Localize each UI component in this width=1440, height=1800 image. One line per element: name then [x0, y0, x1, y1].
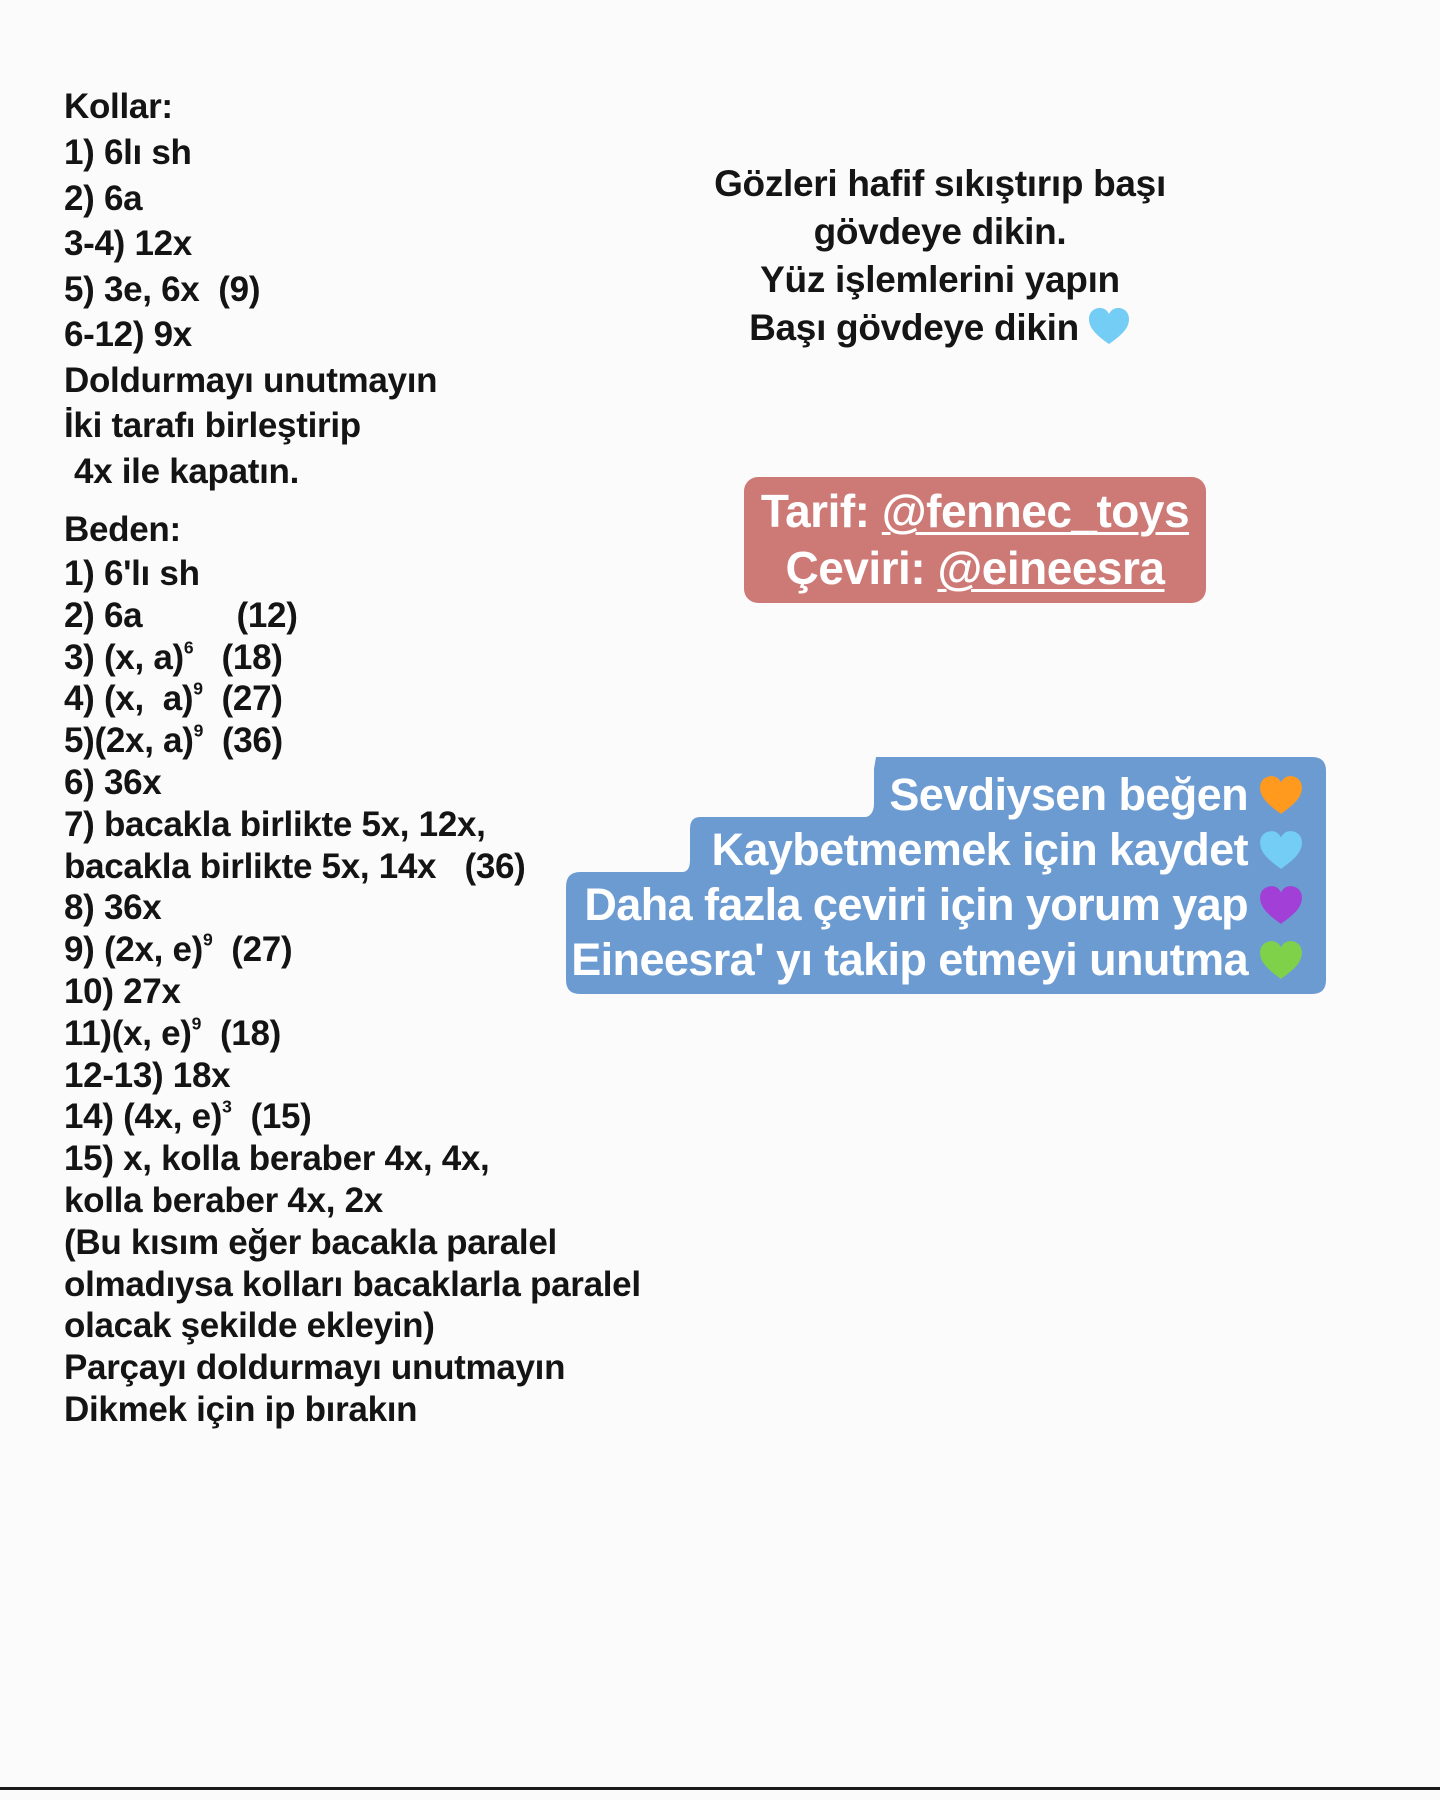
- beden-step: 6) 36x: [64, 762, 162, 802]
- translation-credit: Çeviri: @eineesra: [785, 542, 1165, 594]
- cta-comment: Daha fazla çeviri için yorum yap: [571, 877, 1304, 932]
- instruction-line: Gözleri hafif sıkıştırıp başı: [714, 163, 1166, 204]
- kollar-step: 3-4) 12x: [64, 224, 192, 263]
- beden-step: 12-13) 18x: [64, 1055, 231, 1095]
- kollar-section: [64, 84, 704, 494]
- beden-note: Parçayı doldurmayı unutmayın: [64, 1348, 566, 1388]
- beden-title: Beden:: [64, 510, 181, 549]
- beden-step: 9) (2x, e)$^9$ (27): [64, 929, 293, 970]
- beden-step: 2) 6a (12): [64, 595, 298, 635]
- cta-save: Kaybetmemek için kaydet: [571, 822, 1304, 877]
- instruction-line: gövdeye dikin.: [813, 211, 1067, 252]
- beden-step: 5)(2x, a)$^9$ (36): [64, 720, 283, 761]
- beden-note: (Bu kısım eğer bacakla paralel: [64, 1222, 557, 1262]
- kollar-steps: [64, 130, 704, 494]
- cta-like: Sevdiysen beğen: [571, 767, 1304, 822]
- kollar-title: Kollar:: [64, 87, 173, 126]
- recipe-credit: Tarif: @fennec_toys: [760, 485, 1190, 537]
- instruction-line: Yüz işlemlerini yapın: [760, 259, 1120, 300]
- light-blue-heart-icon: [1087, 306, 1131, 346]
- kollar-step: Doldurmayı unutmayın: [64, 360, 438, 400]
- beden-note: olacak şekilde ekleyin): [64, 1306, 435, 1346]
- beden-step: 1) 6'lı sh: [64, 554, 200, 593]
- kollar-step: İki tarafı birleştirip: [64, 406, 361, 445]
- kollar-step: 4x ile kapatın.: [74, 451, 300, 491]
- beden-step: 4) (x, a)$^9$ (27): [64, 678, 283, 719]
- assembly-instructions: [640, 160, 1240, 352]
- recipe-handle-link[interactable]: @fennec_toys: [881, 485, 1190, 537]
- beden-step: 11)(x, e)$^9$ (18): [64, 1013, 281, 1053]
- beden-note: Dikmek için ip bırakın: [64, 1389, 418, 1429]
- beden-step: bacakla birlikte 5x, 14x (36): [64, 846, 526, 886]
- purple-heart-icon: [1258, 884, 1304, 926]
- translation-handle-link[interactable]: @eineesra: [937, 542, 1165, 594]
- beden-step: 8) 36x: [64, 888, 162, 928]
- beden-step: 3) (x, a)$^6$ (18): [64, 636, 283, 677]
- beden-step: 10) 27x: [64, 971, 181, 1011]
- kollar-step: 6-12) 9x: [64, 315, 192, 354]
- credits-badge: [744, 477, 1206, 603]
- beden-note: olmadıysa kolları bacaklarla paralel: [64, 1264, 641, 1304]
- beden-step: 15) x, kolla beraber 4x, 4x,: [64, 1139, 490, 1179]
- cta-follow: Eineesra' yı takip etmeyi unutma: [571, 932, 1304, 987]
- green-heart-icon: [1258, 939, 1304, 981]
- beden-step: 14) (4x, e)$^3$ (15): [64, 1096, 312, 1137]
- beden-step: kolla beraber 4x, 2x: [64, 1180, 383, 1220]
- kollar-step: 1) 6lı sh: [64, 133, 192, 172]
- light-blue-heart-icon: [1258, 829, 1304, 871]
- bottom-divider: [0, 1787, 1440, 1790]
- call-to-action-badge: [566, 757, 1326, 994]
- beden-step: 7) bacakla birlikte 5x, 12x,: [64, 804, 486, 844]
- orange-heart-icon: [1258, 774, 1304, 816]
- instruction-line: Başı gövdeye dikin: [640, 304, 1240, 352]
- kollar-step: 2) 6a: [64, 178, 143, 218]
- cta-lines: [571, 767, 1304, 987]
- kollar-step: 5) 3e, 6x (9): [64, 269, 261, 309]
